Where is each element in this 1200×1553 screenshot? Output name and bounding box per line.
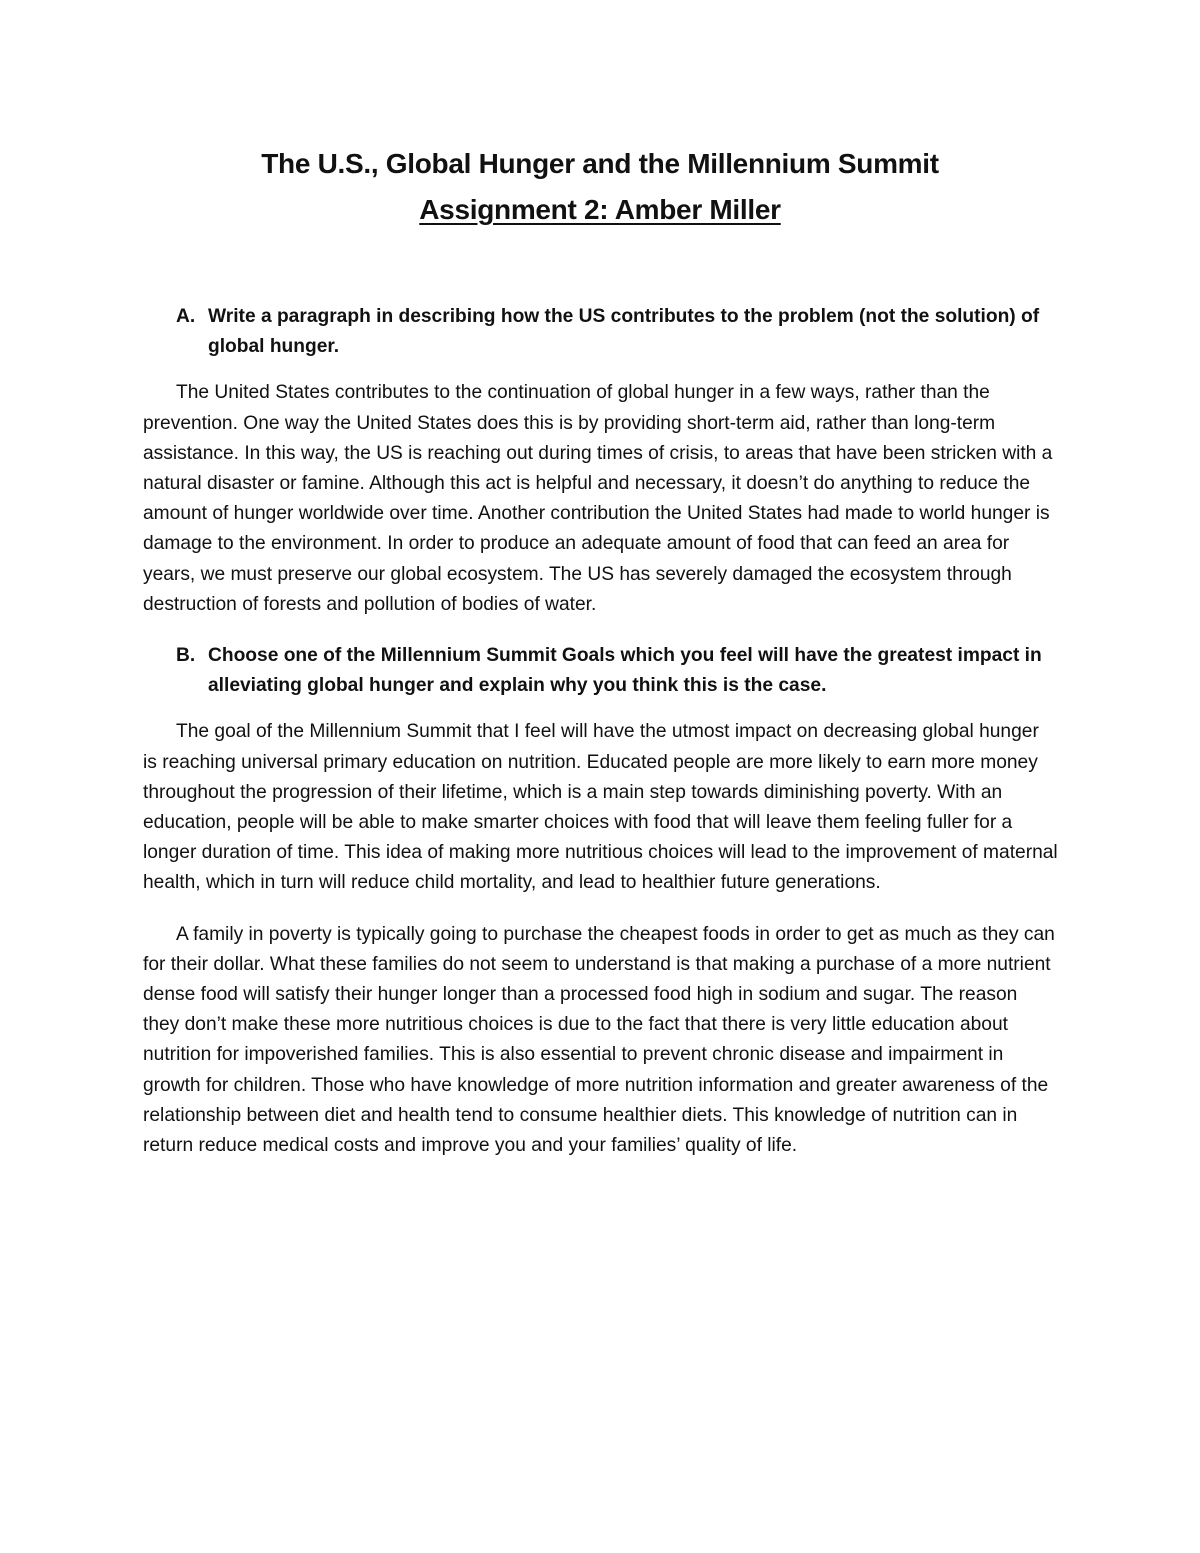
document-subtitle: Assignment 2: Amber Miller bbox=[419, 194, 781, 225]
question-b bbox=[143, 641, 1058, 701]
answer-b-paragraph-2: A family in poverty is typically going to purchase the cheapest foods in order to get as much as they can for their dollar. What these families do not seem to understand is that making a purchase of a more nutrient dense food will satisfy their hunger longer than a processed food high in sodium and sugar. The reason they don’t make these more nutritious choices is due to the fact that there is very little education about nutrition for impoverished families. This is also essential to prevent chronic disease and impairment in growth for children. Those who have knowledge of more nutrition information and greater awareness of the relationship between diet and health tend to consume healthier diets. This knowledge of nutrition can in return reduce medical costs and improve you and your families’ quality of life. bbox=[143, 923, 1055, 1157]
question-a-letter: A. bbox=[176, 306, 196, 327]
answer-a-paragraph-1: The United States contributes to the continuation of global hunger in a few ways, rather than the prevention. One way the United States does this is by providing short-term aid, rather than long-term assistance. In this way, the US is reaching out during times of crisis, to areas that have been stricken with a natural disaster or famine. Although this act is helpful and necessary, it doesn’t do anything to reduce the amount of hunger worldwide over time. Another contribution the United States had made to world hunger is damage to the environment. In order to produce an adequate amount of food that can feed an area for years, we must preserve our global ecosystem. The US has severely damaged the ecosystem through destruction of forests and pollution of bodies of water. bbox=[143, 382, 1053, 615]
answer-b-paragraph-1: The goal of the Millennium Summit that I feel will have the utmost impact on decreasing global hunger is reaching universal primary education on nutrition. Educated people are more likely to earn more money throughout the progression of their lifetime, which is a main step towards diminishing poverty. With an education, people will be able to make smarter choices with food that will leave them feeling fuller for a longer duration of time. This idea of making more nutritious choices will lead to the improvement of maternal health, which in turn will reduce child mortality, and lead to healthier future generations. bbox=[143, 721, 1058, 894]
document-title: The U.S., Global Hunger and the Millennium Summit bbox=[261, 148, 939, 179]
question-b-text: Choose one of the Millennium Summit Goals which you feel will have the greatest impact in alleviating global hunger and explain why you think this is the case. bbox=[208, 645, 1042, 697]
question-b-letter: B. bbox=[176, 645, 196, 667]
title-block bbox=[0, 145, 1200, 229]
question-a-text: Write a paragraph in describing how the US contributes to the problem (not the solution) of global hunger. bbox=[208, 306, 1040, 358]
question-a bbox=[143, 302, 1058, 362]
document-body bbox=[143, 302, 1058, 1161]
